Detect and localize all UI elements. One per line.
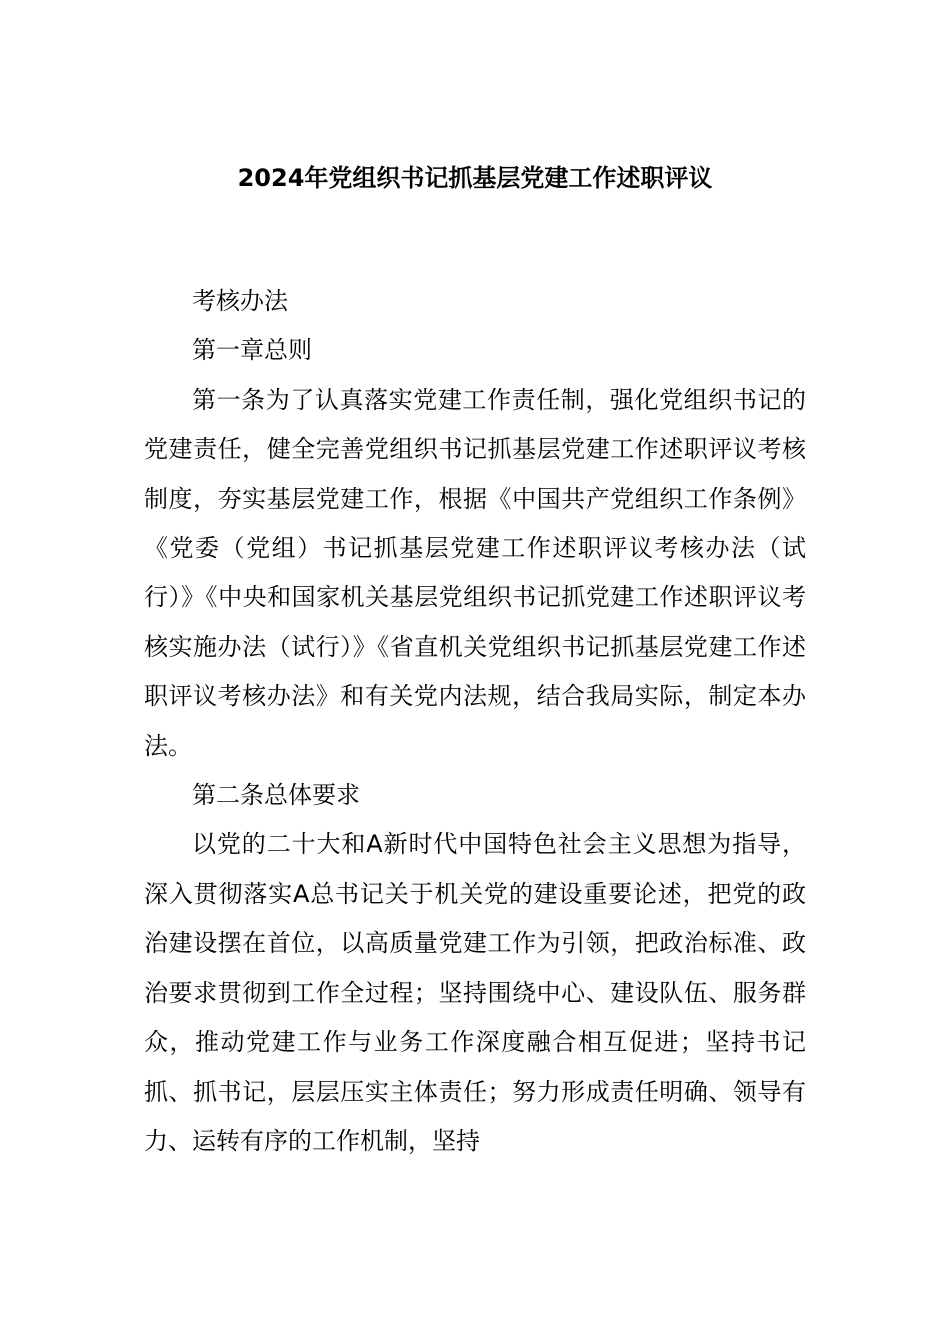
document-title: 2024年党组织书记抓基层党建工作述职评议: [237, 164, 713, 192]
section-heading-assessment-method: 考核办法: [192, 287, 288, 315]
article-two-heading: 第二条总体要求: [192, 781, 360, 810]
general-requirements-paragraph: 以党的二十大和A新时代中国特色社会主义思想为指导，深入贯彻落实A总书记关于机关党的建设重要论述，把党的政治建设摆在首位，以高质量党建工作为引领，把政治标准、政治要求贯彻到工作全过程；坚持围绕中心、建设队伍、服务群众，推动党建工作与业务工作深度融合相互促进；坚持书记抓、抓书记，层层压实主体责任；努力形成责任明确、领导有力、运转有序的工作机制，坚持: [144, 830, 806, 1155]
document-body: [144, 277, 806, 1166]
article-one-paragraph: 第一条为了认真落实党建工作责任制，强化党组织书记的党建责任，健全完善党组织书记抓基层党建工作述职评议考核制度，夯实基层党建工作，根据《中国共产党组织工作条例》《党委（党组）书记抓基层党建工作述职评议考核办法（试行）》《中央和国家机关基层党组织书记抓党建工作述职评议考核实施办法（试行）》《省直机关党组织书记抓基层党建工作述职评议考核办法》和有关党内法规，结合我局实际，制定本办法。: [144, 385, 806, 760]
chapter-heading-general-provisions: 第一章总则: [192, 336, 312, 365]
